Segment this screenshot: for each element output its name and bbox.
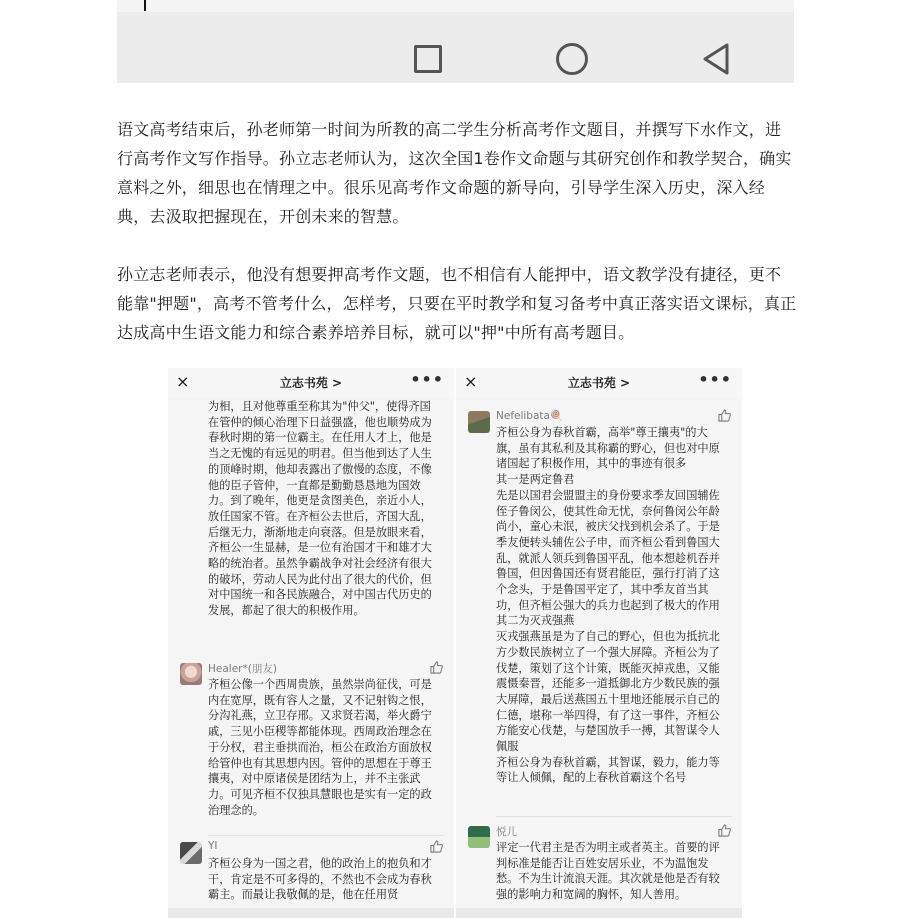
avatar[interactable] — [468, 826, 490, 848]
phone-header — [168, 368, 454, 398]
home-icon[interactable] — [556, 43, 588, 75]
phone-screenshot-right — [456, 368, 742, 918]
divider — [496, 816, 732, 817]
comment-text: 齐桓公身为一国之君，他的政治上的抱负和才干，肯定是不可多得的，不然也不会成为春秋霸主。而最让我敬佩的是，他在任用贤 — [208, 857, 432, 902]
thumbs-up-icon[interactable] — [430, 840, 443, 853]
avatar[interactable] — [180, 842, 202, 864]
article-paragraph-1: 语文高考结束后，孙老师第一时间为所教的高二学生分析高考作文题目，并撰写下水作文，进行高考作文写作指导。孙立志老师认为，这次全国1卷作文命题与其研究创作和教学契合，确实意料之外，细思也在情理之中。很乐见高考作文命题的新导向，引导学生深入历史，深入经典，去汲取把握现在，开创未来的智慧。 — [117, 120, 792, 226]
comment-text: 评定一代君主是否为明主或者英主。首要的评判标准是能否让百姓安居乐业，不为温饱发愁。不为生计流浪天涯。其次就是他是否有较强的影响力和宽阔的胸怀，知人善用。 — [496, 841, 720, 902]
system-nav-bar — [117, 12, 794, 83]
text-cursor — [144, 0, 146, 11]
phone-nav-bar — [168, 908, 454, 918]
back-icon[interactable] — [699, 42, 733, 76]
thumbs-up-icon[interactable] — [718, 409, 731, 422]
comment-text: 齐桓公身为春秋首霸，高举"尊王攘夷"的大旗，虽有其私利及其称霸的野心，但也对中原诸国起了积极作用，其中的事迹有很多 其一是两定鲁君 先是以国君会盟盟主的身份要求季友回国辅佐侄子鲁闵公，使其性命无忧，奈何鲁闵公年龄尚小，童心未泯，被庆父找到机会杀了。于是季友便转头辅佐公子申，而齐桓公看到鲁国大乱，就派人领兵到鲁国平乱，他本想趁机吞并鲁国，但因鲁国还有贤君能臣，强行打消了这个念头，于是鲁国平定了，其中季友首当其功，但齐桓公强大的兵力也起到了极大的作用 其二为灭戎强燕 灭戎强燕虽是为了自己的野心，但也为抵抗北方少数民族树立了一个强大屏障。齐桓公为了伐楚，策划了这个计策，既能灭掉戎患，又能震慑秦晋，还能多一道抵御北方少数民族的强大屏障，最后送燕国五十里地还能展示自己的仁德，堪称一举四得，有了这一事件，齐桓公方能安心伐楚，与楚国放手一搏，其智谋令人佩服 齐桓公身为春秋首霸，其智谋，毅力，能力等等让人倾佩，配的上春秋首霸这个名号 — [496, 426, 720, 785]
phone-header — [456, 368, 742, 398]
recent-apps-icon[interactable] — [414, 45, 442, 73]
phone-nav-bar — [456, 908, 742, 918]
commenter-name[interactable]: Nefelibata🍭 — [496, 410, 564, 422]
thumbs-up-icon[interactable] — [430, 661, 443, 674]
avatar[interactable] — [180, 663, 202, 685]
avatar[interactable] — [468, 411, 490, 433]
thumbs-up-icon[interactable] — [718, 824, 731, 837]
comment-text: 为相，且对他尊重至称其为"仲父"，使得齐国在管仲的倾心治理下日益强盛，他也顺势成为春秋时期的第一位霸主。在任用人才上，他是当之无愧的有远见的明君。但当他到达了人生的顶峰时期，他却表露出了傲慢的态度，不像他的臣子管仲，一直都是勤勤恳恳地为国效力。到了晚年，他更是贪图美色，亲近小人，放任国家不管。在齐桓公去世后，齐国大乱，后继无力，渐渐地走向衰落。但是放眼来看，齐桓公一生显赫，是一位有治国才干和雄才大略的统治者。虽然争霸战争对社会经济有很大的破坏，劳动人民为此付出了很大的代价，但对中国统一和各民族融合，对中国古代历史的发展，都起了很大的积极作用。 — [208, 400, 432, 618]
close-icon[interactable]: × — [176, 372, 190, 391]
commenter-name[interactable]: YI — [208, 840, 218, 852]
commenter-name[interactable]: 悦儿 — [496, 826, 517, 838]
comment-text: 齐桓公像一个西周贵族，虽然崇尚征伐，可是内在宽厚，既有容人之量，又不记射钩之恨，分沟礼燕，立卫存邢。又求贤若渴，举火爵宁戚，三见小臣稷等都能体现。西周政治理念在于分权，君主垂拱而治，桓公在政治方面放权给管仲也有其思想内因。管仲的思想在于尊王攘夷，对中原诸侯是团结为上，并不主张武力。可见齐桓不仅独具慧眼也是实有一定的政治理念的。 — [208, 678, 432, 817]
top-strip — [117, 0, 794, 12]
commenter-name[interactable]: Healer*(朋友) — [208, 663, 277, 675]
account-title[interactable]: 立志书苑 > — [279, 376, 343, 390]
comment-area — [456, 398, 742, 918]
comment-area — [168, 398, 454, 918]
close-icon[interactable]: × — [464, 372, 478, 391]
more-icon[interactable]: ••• — [698, 370, 732, 389]
more-icon[interactable]: ••• — [410, 370, 444, 389]
article-paragraph-2: 孙立志老师表示，他没有想要押高考作文题，也不相信有人能押中，语文教学没有捷径，更不能靠"押题"，高考不管考什么，怎样考，只要在平时教学和复习备考中真正落实语文课标，真正达成高中生语文能力和综合素养培养目标，就可以"押"中所有高考题目。 — [117, 265, 797, 342]
phone-screenshot-left — [168, 368, 454, 918]
divider — [208, 835, 444, 836]
account-title[interactable]: 立志书苑 > — [567, 376, 631, 390]
